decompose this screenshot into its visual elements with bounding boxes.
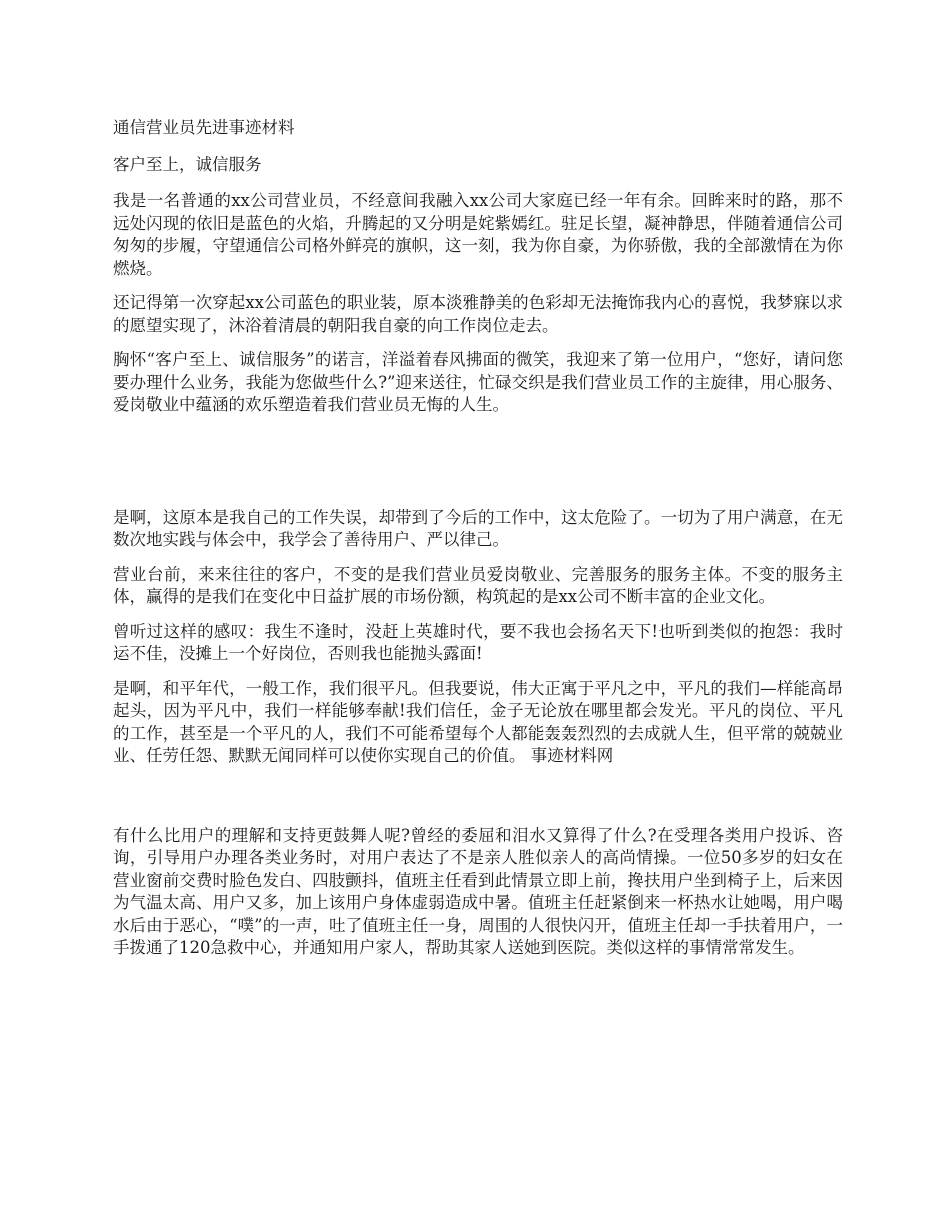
blank-gap: [113, 429, 843, 507]
document-page: [113, 117, 843, 972]
paragraph-first-uniform: 还记得第一次穿起xx公司蓝色的职业装，原本淡雅静美的色彩却无法掩饰我内心的喜悦，我梦寐以求的愿望实现了，沐浴着清晨的朝阳我自豪的向工作岗位走去。: [113, 293, 843, 335]
paragraph-lament: 曾听过这样的感叹：我生不逢时，没赶上英雄时代，要不我也会扬名天下!也听到类似的抱怨：我时运不佳，没摊上一个好岗位，否则我也能抛头露面!: [113, 621, 843, 663]
paragraph-first-customer: 胸怀“客户至上、诚信服务”的诺言，洋溢着春风拂面的微笑，我迎来了第一位用户，“您好，请问您要办理什么业务，我能为您做些什么?”迎来送往，忙碌交织是我们营业员工作的主旋律，用心服务、爱岗敬业中蕴涵的欢乐塑造着我们营业员无悔的人生。: [113, 350, 843, 414]
blank-gap: [113, 780, 843, 825]
paragraph-lesson: 是啊，这原本是我自己的工作失误，却带到了今后的工作中，这太危险了。一切为了用户满意，在无数次地实践与体会中，我学会了善待用户、严以律己。: [113, 507, 843, 549]
paragraph-ordinary: 是啊，和平年代，一般工作，我们很平凡。但我要说，伟大正寓于平凡之中，平凡的我们—样能高昂起头，因为平凡中，我们一样能够奉献!我们信任，金子无论放在哪里都会发光。平凡的岗位、平凡的工作，甚至是一个平凡的人，我们不可能希望每个人都能轰轰烈烈的去成就人生，但平常的兢兢业业、任劳任怨、默默无闻同样可以使你实现自己的价值。 事迹材料网: [113, 678, 843, 765]
document-title: 通信营业员先进事迹材料: [113, 118, 295, 137]
paragraph-intro: 我是一名普通的xx公司营业员，不经意间我融入xx公司大家庭已经一年有余。回眸来时的路，那不远处闪现的依旧是蓝色的火焰，升腾起的又分明是姹紫嫣红。驻足长望，凝神静思，伴随着通信公司匆匆的步履，守望通信公司格外鲜亮的旗帜，这一刻，我为你自豪，为你骄傲，我的全部激情在为你燃烧。: [113, 191, 843, 278]
document-subtitle: 客户至上，诚信服务: [113, 154, 262, 174]
paragraph-service-subject: 营业台前，来来往往的客户，不变的是我们营业员爱岗敬业、完善服务的服务主体。不变的服务主体，赢得的是我们在变化中日益扩展的市场份额，构筑起的是xx公司不断丰富的企业文化。: [113, 564, 843, 606]
paragraph-customer-story: 有什么比用户的理解和支持更鼓舞人呢?曾经的委屈和泪水又算得了什么?在受理各类用户投诉、咨询，引导用户办理各类业务时，对用户表达了不是亲人胜似亲人的高尚情操。一位50多岁的妇女在营业窗前交费时脸色发白、四肢颤抖，值班主任看到此情景立即上前，搀扶用户坐到椅子上，后来因为气温太高、用户又多，加上该用户身体虚弱造成中暑。值班主任赶紧倒来一杯热水让她喝，用户喝水后由于恶心，“噗”的一声，吐了值班主任一身，周围的人很快闪开，值班主任却一手扶着用户，一手拨通了120急救中心，并通知用户家人，帮助其家人送她到医院。类似这样的事情常常发生。: [113, 825, 843, 957]
